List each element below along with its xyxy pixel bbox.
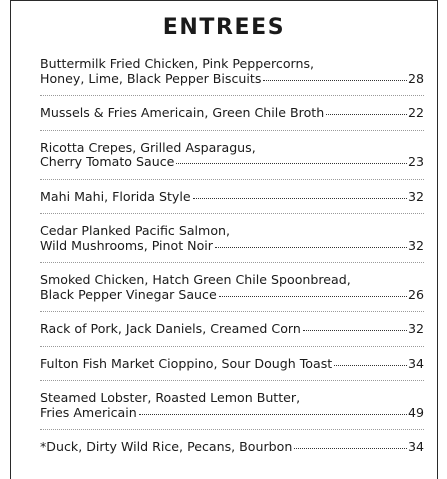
- menu-item-price: 32: [407, 321, 424, 336]
- dot-leader: [139, 414, 407, 415]
- menu-section-title: ENTREES: [162, 15, 286, 40]
- menu-item-line: [40, 106, 424, 121]
- menu-item-line: [40, 155, 424, 170]
- menu-item-line: [40, 72, 424, 87]
- menu-item-line: [40, 57, 424, 72]
- menu-item-text: Black Pepper Vinegar Sauce: [40, 286, 217, 302]
- menu-item-price: 32: [407, 188, 424, 204]
- dot-leader: [326, 114, 407, 115]
- menu-page: [10, 0, 438, 479]
- menu-item-line: [40, 406, 424, 421]
- menu-item: [40, 322, 424, 337]
- menu-item: [40, 141, 424, 170]
- dot-leader: [303, 330, 407, 331]
- menu-item-text: Smoked Chicken, Hatch Green Chile Spoonbread,: [40, 272, 351, 287]
- menu-divider: [40, 262, 424, 263]
- menu-item-text: Steamed Lobster, Roasted Lemon Butter,: [40, 390, 301, 405]
- menu-divider: [40, 346, 424, 347]
- menu-divider: [40, 95, 424, 96]
- menu-divider: [40, 179, 424, 180]
- menu-item-line: [40, 239, 424, 254]
- menu-item-line: [40, 440, 424, 455]
- menu-item-line: [40, 273, 424, 288]
- menu-item-line: [40, 224, 424, 239]
- menu-item-line: [40, 322, 424, 337]
- menu-item: [40, 57, 424, 86]
- menu-item: [40, 357, 424, 372]
- menu-item-text: *Duck, Dirty Wild Rice, Pecans, Bourbon: [40, 439, 293, 454]
- menu-item-price: 49: [407, 404, 424, 420]
- menu-item-line: [40, 357, 424, 372]
- menu-divider: [40, 380, 424, 381]
- menu-item-text: Honey, Lime, Black Pepper Biscuits: [40, 70, 262, 86]
- menu-item-text: Mahi Mahi, Florida Style: [40, 188, 191, 204]
- menu-divider: [40, 429, 424, 430]
- menu-item-text: Rack of Pork, Jack Daniels, Creamed Corn: [40, 321, 301, 336]
- menu-item-text: Mussels & Fries Americain, Green Chile Broth: [40, 105, 325, 120]
- dot-leader: [294, 448, 407, 449]
- menu-item-price: 32: [407, 237, 424, 253]
- menu-item-price: 26: [407, 286, 424, 302]
- menu-item-price: 34: [407, 355, 424, 371]
- dot-leader: [193, 198, 407, 199]
- menu-divider: [40, 213, 424, 214]
- menu-divider: [40, 130, 424, 131]
- dot-leader: [334, 365, 407, 366]
- menu-items-list: [40, 57, 424, 455]
- menu-item-text: Buttermilk Fried Chicken, Pink Peppercorns,: [40, 56, 315, 71]
- dot-leader: [215, 247, 407, 248]
- dot-leader: [176, 163, 407, 164]
- menu-item: [40, 440, 424, 455]
- menu-item-line: [40, 190, 424, 205]
- menu-item-text: Wild Mushrooms, Pinot Noir: [40, 237, 213, 253]
- menu-divider: [40, 311, 424, 312]
- menu-item-line: [40, 391, 424, 406]
- menu-item-text: Ricotta Crepes, Grilled Asparagus,: [40, 139, 256, 155]
- menu-item-line: [40, 141, 424, 156]
- menu-item-price: 23: [407, 154, 424, 169]
- menu-item-price: 28: [407, 70, 424, 86]
- dot-leader: [263, 80, 407, 81]
- dot-leader: [219, 296, 407, 297]
- menu-item-price: 34: [407, 439, 424, 454]
- menu-item-text: Cedar Planked Pacific Salmon,: [40, 223, 231, 238]
- menu-item-text: Fries Americain: [40, 404, 137, 420]
- menu-item: [40, 190, 424, 205]
- menu-item-text: Fulton Fish Market Cioppino, Sour Dough Toast: [40, 355, 333, 371]
- menu-item: [40, 273, 424, 302]
- menu-item: [40, 391, 424, 420]
- menu-item-price: 22: [407, 105, 424, 120]
- menu-item-text: Cherry Tomato Sauce: [40, 154, 175, 169]
- menu-item-line: [40, 288, 424, 303]
- menu-item: [40, 106, 424, 121]
- menu-item: [40, 224, 424, 253]
